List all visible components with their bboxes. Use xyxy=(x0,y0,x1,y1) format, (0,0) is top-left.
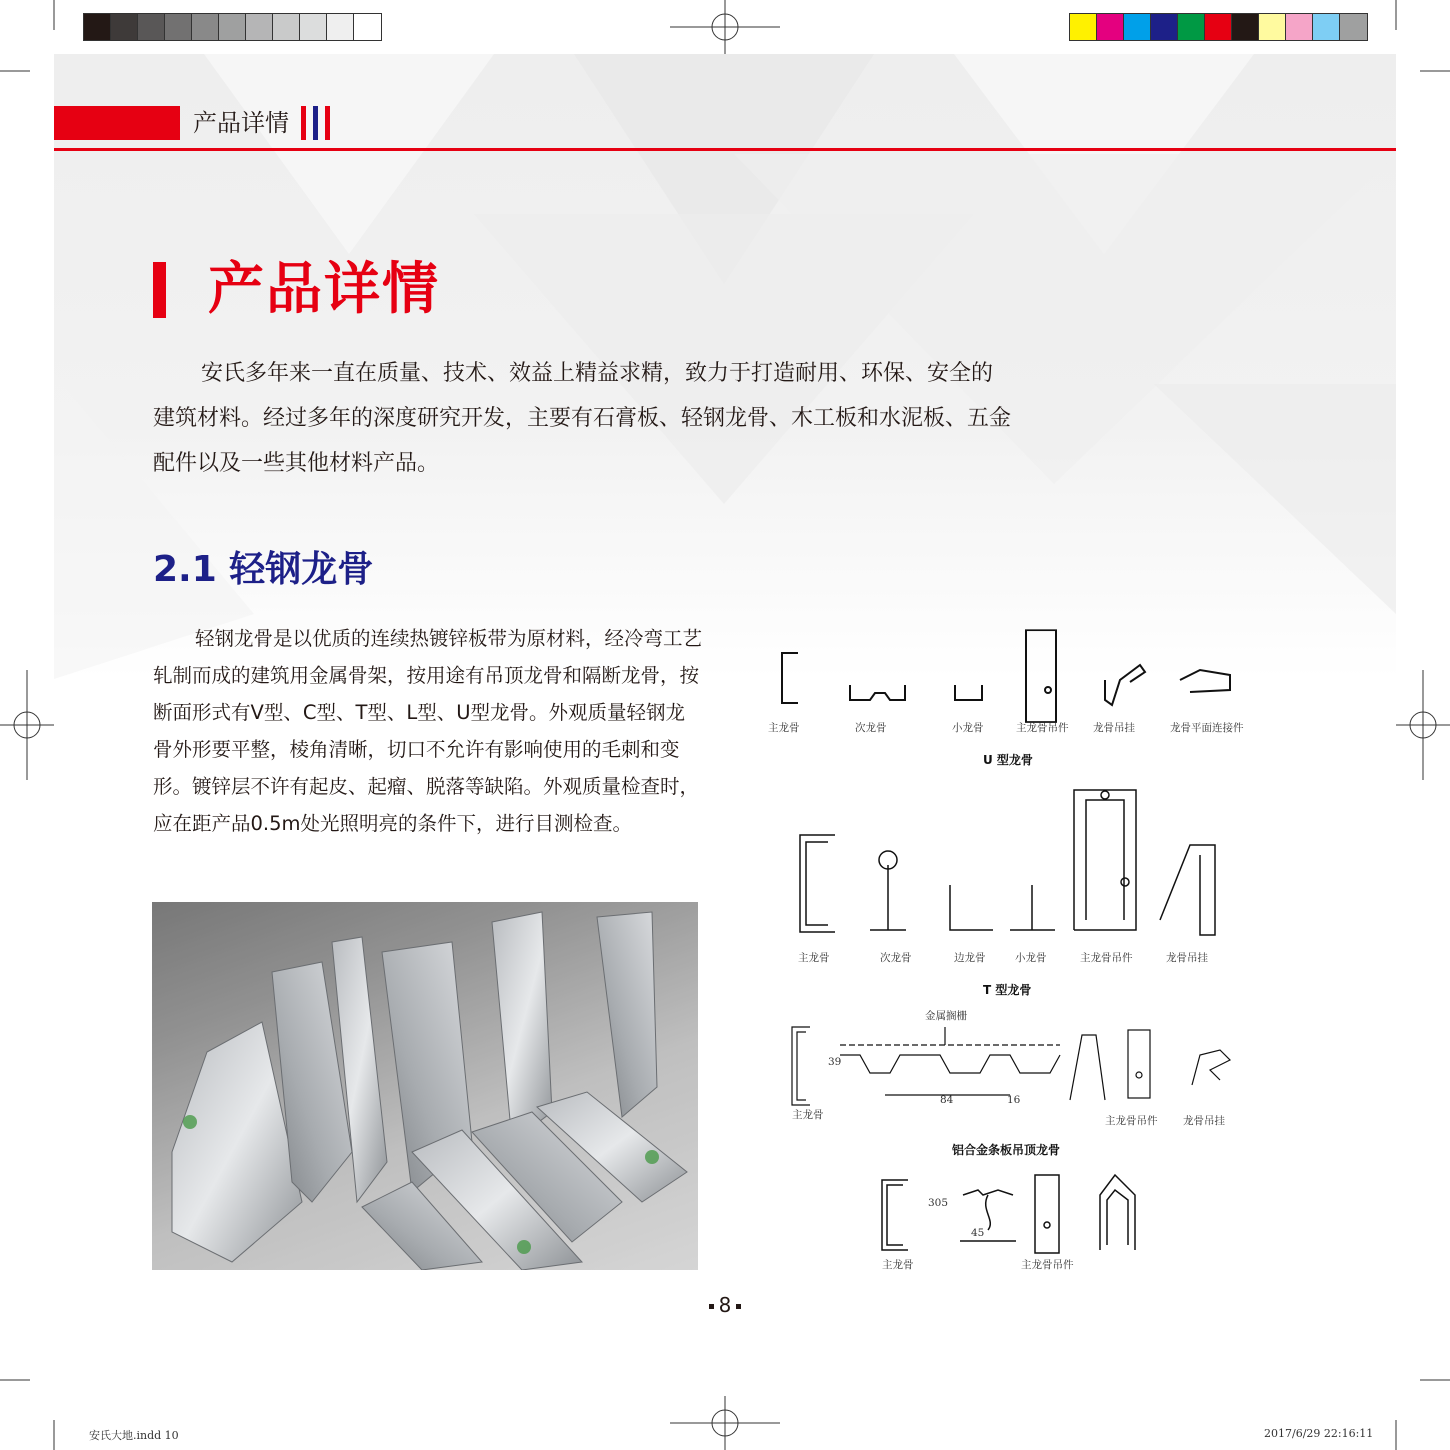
aluminum-title: 铝合金条板吊顶龙骨 xyxy=(952,1143,1061,1157)
dim-84: 84 xyxy=(940,1094,954,1106)
al-label-1: 主龙骨 xyxy=(792,1109,824,1121)
intro-paragraph: 安氏多年来一直在质量、技术、效益上精益求精，致力于打造耐用、环保、安全的建筑材料。经过多年的深度研究开发，主要有石膏板、轻钢龙骨、木工板和水泥板、五金配件以及一些其他材料产品。 xyxy=(153,361,1012,476)
al-label-3: 龙骨吊挂 xyxy=(1183,1115,1225,1127)
t-label-3: 边龙骨 xyxy=(954,952,986,964)
header-stripe-red-2 xyxy=(325,106,330,140)
header-rule xyxy=(54,148,1396,151)
u-type-title: U 型龙骨 xyxy=(983,753,1033,767)
dim-39: 39 xyxy=(828,1056,842,1068)
dim-305: 305 xyxy=(928,1197,949,1209)
header-title: 产品详情 xyxy=(193,109,289,137)
u-label-1: 主龙骨 xyxy=(768,722,800,734)
section-body-text: 轻钢龙骨是以优质的连续热镀锌板带为原材料，经冷弯工艺轧制而成的建筑用金属骨架，按用途有吊顶龙骨和隔断龙骨，按断面形式有V型、C型、T型、L型、U型龙骨。外观质量轻钢龙骨外形要平整，棱角清晰，切口不允许有影响使用的毛刺和变形。镀锌层不许有起皮、起瘤、脱落等缺陷。外观质量检查时，应在距产品0.5m处光照明亮的条件下，进行目测检查。 xyxy=(153,627,703,835)
section-heading: 2.1 轻钢龙骨 xyxy=(153,549,374,590)
footer-filename: 安氏大地.indd 10 xyxy=(89,1429,179,1442)
keel-diagrams xyxy=(760,620,1260,1280)
t-label-6: 龙骨吊挂 xyxy=(1166,952,1208,964)
dim-45: 45 xyxy=(971,1227,985,1239)
u-label-5: 龙骨吊挂 xyxy=(1093,722,1135,734)
t-label-4: 小龙骨 xyxy=(1015,952,1047,964)
bottom-label-2: 主龙骨吊件 xyxy=(1021,1259,1074,1271)
light-steel-keel-photo xyxy=(152,902,698,1270)
t-label-2: 次龙骨 xyxy=(880,952,912,964)
heading-accent-bar xyxy=(153,262,166,318)
header-stripe-blue xyxy=(313,106,318,140)
t-type-drawings xyxy=(760,770,1260,950)
page-title: 产品详情 xyxy=(208,257,440,322)
page-number-text: 8 xyxy=(718,1293,732,1317)
metal-grid-annotation: 金属搁栅 xyxy=(925,1010,967,1022)
u-label-2: 次龙骨 xyxy=(855,722,887,734)
t-label-1: 主龙骨 xyxy=(798,952,830,964)
bottom-drawings xyxy=(760,1165,1260,1265)
al-label-2: 主龙骨吊件 xyxy=(1105,1115,1158,1127)
page-number xyxy=(700,1293,750,1317)
u-label-6: 龙骨平面连接件 xyxy=(1170,722,1244,734)
bottom-label-1: 主龙骨 xyxy=(882,1259,914,1271)
footer-timestamp: 2017/6/29 22:16:11 xyxy=(1264,1427,1374,1440)
page-number-dot-left xyxy=(709,1304,714,1309)
header-stripe-red xyxy=(301,106,306,140)
u-label-3: 小龙骨 xyxy=(952,722,984,734)
u-label-4: 主龙骨吊件 xyxy=(1016,722,1069,734)
t-label-5: 主龙骨吊件 xyxy=(1080,952,1133,964)
header-accent-block xyxy=(54,106,180,140)
dim-16: 16 xyxy=(1007,1094,1021,1106)
page-number-dot-right xyxy=(736,1304,741,1309)
t-type-title: T 型龙骨 xyxy=(983,983,1032,997)
